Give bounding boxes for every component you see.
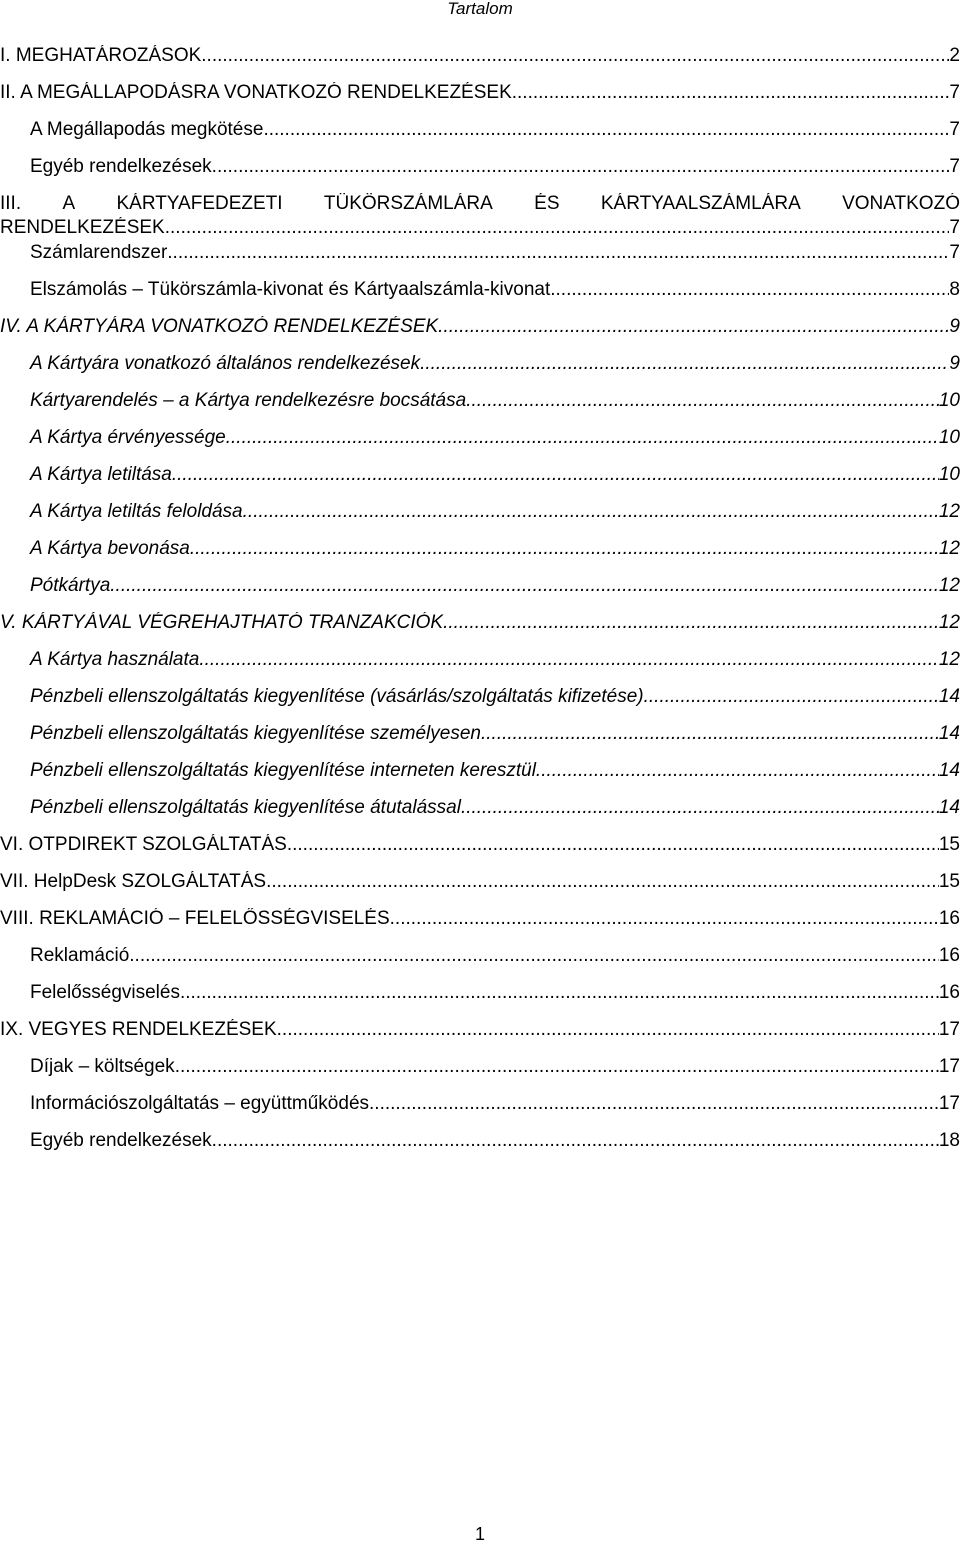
toc-entry-subsection[interactable] bbox=[0, 279, 960, 316]
toc-entry-title: Pénzbeli ellenszolgáltatás kiegyenlítése átutalással bbox=[30, 797, 461, 818]
toc-leader-dots bbox=[226, 427, 939, 448]
toc-leader-dots bbox=[277, 1019, 939, 1040]
toc-entry-title-word: III. bbox=[0, 193, 22, 214]
toc-entry-page: 16 bbox=[938, 945, 960, 966]
toc-entry-section-3[interactable] bbox=[0, 193, 960, 242]
page-number: 1 bbox=[474, 1524, 485, 1544]
toc-leader-dots bbox=[212, 156, 950, 177]
toc-entry-title: A Megállapodás megkötése bbox=[30, 119, 264, 140]
toc-entry-title: Reklamáció bbox=[30, 945, 130, 966]
toc-leader-dots bbox=[201, 45, 949, 66]
toc-entry-page: 14 bbox=[938, 760, 960, 781]
toc-entry-title-continuation bbox=[0, 217, 960, 242]
toc-entry-title-word: ÉS bbox=[534, 193, 560, 214]
toc-entry-title: Számlarendszer bbox=[30, 242, 168, 263]
toc-leader-dots bbox=[481, 723, 939, 744]
toc-leader-dots bbox=[390, 908, 939, 929]
toc-leader-dots bbox=[461, 797, 939, 818]
toc-leader-dots bbox=[369, 1093, 939, 1114]
toc-entry-page: 10 bbox=[938, 427, 960, 448]
toc-leader-dots bbox=[190, 538, 939, 559]
toc-entry-page: 14 bbox=[938, 797, 960, 818]
toc-entry-page: 14 bbox=[938, 723, 960, 744]
toc-entry-title: A Kártya érvényessége bbox=[30, 427, 226, 448]
toc-entry-title: VIII. REKLAMÁCIÓ – FELELŐSSÉGVISELÉS bbox=[0, 908, 390, 929]
toc-entry-title: A Kártya letiltás feloldása bbox=[30, 501, 243, 522]
toc-entry-subsection[interactable] bbox=[0, 390, 960, 427]
toc-entry-title: A Kártyára vonatkozó általános rendelkezések bbox=[30, 353, 421, 374]
toc-entry-title: Információszolgáltatás – együttműködés bbox=[30, 1093, 370, 1114]
toc-entry-title: II. A MEGÁLLAPODÁSRA VONATKOZÓ RENDELKEZÉSEK bbox=[0, 82, 512, 103]
toc-entry-subsection[interactable] bbox=[0, 1130, 960, 1167]
toc-leader-dots bbox=[172, 464, 939, 485]
toc-entry-page: 10 bbox=[938, 390, 960, 411]
toc-entry-title: Egyéb rendelkezések bbox=[30, 1130, 212, 1151]
toc-entry-title: I. MEGHATÁROZÁSOK bbox=[0, 45, 202, 66]
toc-entry-subsection[interactable] bbox=[0, 797, 960, 834]
toc-entry-title: A Kártya letiltása bbox=[30, 464, 172, 485]
toc-leader-dots bbox=[110, 575, 939, 596]
toc-entry-title-word: A bbox=[62, 193, 76, 214]
toc-entry-page: 9 bbox=[949, 353, 960, 374]
toc-entry-subsection[interactable] bbox=[0, 538, 960, 575]
toc-leader-dots bbox=[466, 390, 939, 411]
toc-entry-page: 12 bbox=[938, 501, 960, 522]
toc-entry-title: Pótkártya bbox=[30, 575, 111, 596]
toc-leader-dots bbox=[438, 316, 949, 337]
toc-leader-dots bbox=[420, 353, 949, 374]
toc-entry-title: A Kártya használata bbox=[30, 649, 200, 670]
toc-entry-section-2[interactable] bbox=[0, 82, 960, 119]
toc-entry-section-4[interactable] bbox=[0, 316, 960, 353]
toc-entry-page: 7 bbox=[949, 242, 960, 263]
toc-entry-page: 18 bbox=[938, 1130, 960, 1151]
table-of-contents bbox=[0, 45, 960, 1167]
toc-entry-subsection[interactable] bbox=[0, 501, 960, 538]
toc-entry-title: A Kártya bevonása bbox=[30, 538, 190, 559]
toc-entry-title: Pénzbeli ellenszolgáltatás kiegyenlítése (vásárlás/szolgáltatás kifizetése) bbox=[30, 686, 644, 707]
toc-entry-title: VI. OTPDIREKT SZOLGÁLTATÁS bbox=[0, 834, 287, 855]
toc-entry-subsection[interactable] bbox=[0, 427, 960, 464]
toc-entry-subsection[interactable] bbox=[0, 156, 960, 193]
toc-leader-dots bbox=[443, 612, 939, 633]
toc-entry-page: 15 bbox=[938, 834, 960, 855]
toc-entry-title-line bbox=[0, 193, 960, 217]
toc-leader-dots bbox=[180, 982, 939, 1003]
toc-entry-page: 16 bbox=[938, 908, 960, 929]
toc-entry-section-7[interactable] bbox=[0, 871, 960, 908]
toc-entry-page: 17 bbox=[938, 1056, 960, 1077]
toc-entry-subsection[interactable] bbox=[0, 1093, 960, 1130]
toc-entry-title: IX. VEGYES RENDELKEZÉSEK bbox=[0, 1019, 277, 1040]
toc-entry-section-9[interactable] bbox=[0, 1019, 960, 1056]
toc-entry-page: 7 bbox=[949, 82, 960, 103]
toc-entry-page: 16 bbox=[938, 982, 960, 1003]
toc-entry-page: 10 bbox=[938, 464, 960, 485]
toc-leader-dots bbox=[129, 945, 939, 966]
toc-entry-title: VII. HelpDesk SZOLGÁLTATÁS bbox=[0, 871, 267, 892]
toc-entry-subsection[interactable] bbox=[0, 575, 960, 612]
toc-entry-page: 12 bbox=[938, 538, 960, 559]
toc-leader-dots bbox=[243, 501, 939, 522]
toc-entry-page: 7 bbox=[949, 217, 960, 238]
toc-entry-page: 7 bbox=[949, 119, 960, 140]
toc-entry-section-5[interactable] bbox=[0, 612, 960, 649]
toc-entry-subsection[interactable] bbox=[0, 242, 960, 279]
toc-heading: Tartalom bbox=[447, 0, 513, 18]
toc-entry-title: Díjak – költségek bbox=[30, 1056, 175, 1077]
toc-entry-subsection[interactable] bbox=[0, 982, 960, 1019]
toc-leader-dots bbox=[512, 82, 950, 103]
toc-leader-dots bbox=[199, 649, 939, 670]
toc-entry-title-word: KÁRTYAALSZÁMLÁRA bbox=[600, 193, 801, 214]
toc-entry-page: 8 bbox=[949, 279, 960, 300]
toc-entry-section-8[interactable] bbox=[0, 908, 960, 945]
toc-entry-title: IV. A KÁRTYÁRA VONATKOZÓ RENDELKEZÉSEK bbox=[0, 316, 439, 337]
toc-entry-title-word: VONATKOZÓ bbox=[842, 193, 960, 214]
toc-entry-title: Elszámolás – Tükörszámla-kivonat és Kártyaalszámla-kivonat bbox=[30, 279, 551, 300]
toc-entry-page: 2 bbox=[949, 45, 960, 66]
toc-entry-subsection[interactable] bbox=[0, 649, 960, 686]
toc-entry-subsection[interactable] bbox=[0, 464, 960, 501]
toc-entry-page: 12 bbox=[938, 649, 960, 670]
toc-leader-dots bbox=[536, 760, 939, 781]
toc-entry-page: 7 bbox=[949, 156, 960, 177]
toc-leader-dots bbox=[266, 871, 939, 892]
toc-entry-title: RENDELKEZÉSEK bbox=[0, 217, 165, 238]
toc-leader-dots bbox=[287, 834, 939, 855]
toc-entry-title: Egyéb rendelkezések bbox=[30, 156, 212, 177]
toc-leader-dots bbox=[175, 1056, 939, 1077]
toc-entry-page: 12 bbox=[938, 612, 960, 633]
toc-entry-title-word: KÁRTYAFEDEZETI bbox=[116, 193, 283, 214]
toc-leader-dots bbox=[212, 1130, 939, 1151]
toc-entry-subsection[interactable] bbox=[0, 945, 960, 982]
toc-leader-dots bbox=[644, 686, 939, 707]
toc-entry-subsection[interactable] bbox=[0, 119, 960, 156]
toc-entry-subsection[interactable] bbox=[0, 760, 960, 797]
toc-entry-subsection[interactable] bbox=[0, 353, 960, 390]
toc-entry-page: 17 bbox=[938, 1093, 960, 1114]
toc-entry-title: Pénzbeli ellenszolgáltatás kiegyenlítése személyesen bbox=[30, 723, 481, 744]
toc-entry-subsection[interactable] bbox=[0, 1056, 960, 1093]
toc-entry-page: 14 bbox=[938, 686, 960, 707]
toc-entry-section-6[interactable] bbox=[0, 834, 960, 871]
toc-entry-section-1[interactable] bbox=[0, 45, 960, 82]
toc-entry-title-word: TÜKÖRSZÁMLÁRA bbox=[323, 193, 493, 214]
toc-entry-subsection[interactable] bbox=[0, 686, 960, 723]
toc-entry-page: 9 bbox=[949, 316, 960, 337]
toc-leader-dots bbox=[167, 242, 949, 263]
toc-leader-dots bbox=[263, 119, 949, 140]
toc-leader-dots bbox=[165, 217, 950, 238]
toc-entry-title: Felelősségviselés bbox=[30, 982, 180, 1003]
toc-entry-subsection[interactable] bbox=[0, 723, 960, 760]
toc-entry-page: 17 bbox=[938, 1019, 960, 1040]
toc-entry-title: V. KÁRTYÁVAL VÉGREHAJTHATÓ TRANZAKCIÓK bbox=[0, 612, 444, 633]
toc-entry-page: 15 bbox=[938, 871, 960, 892]
toc-entry-page: 12 bbox=[938, 575, 960, 596]
toc-leader-dots bbox=[550, 279, 949, 300]
toc-entry-title: Pénzbeli ellenszolgáltatás kiegyenlítése interneten keresztül bbox=[30, 760, 536, 781]
toc-entry-title: Kártyarendelés – a Kártya rendelkezésre bocsátása bbox=[30, 390, 467, 411]
